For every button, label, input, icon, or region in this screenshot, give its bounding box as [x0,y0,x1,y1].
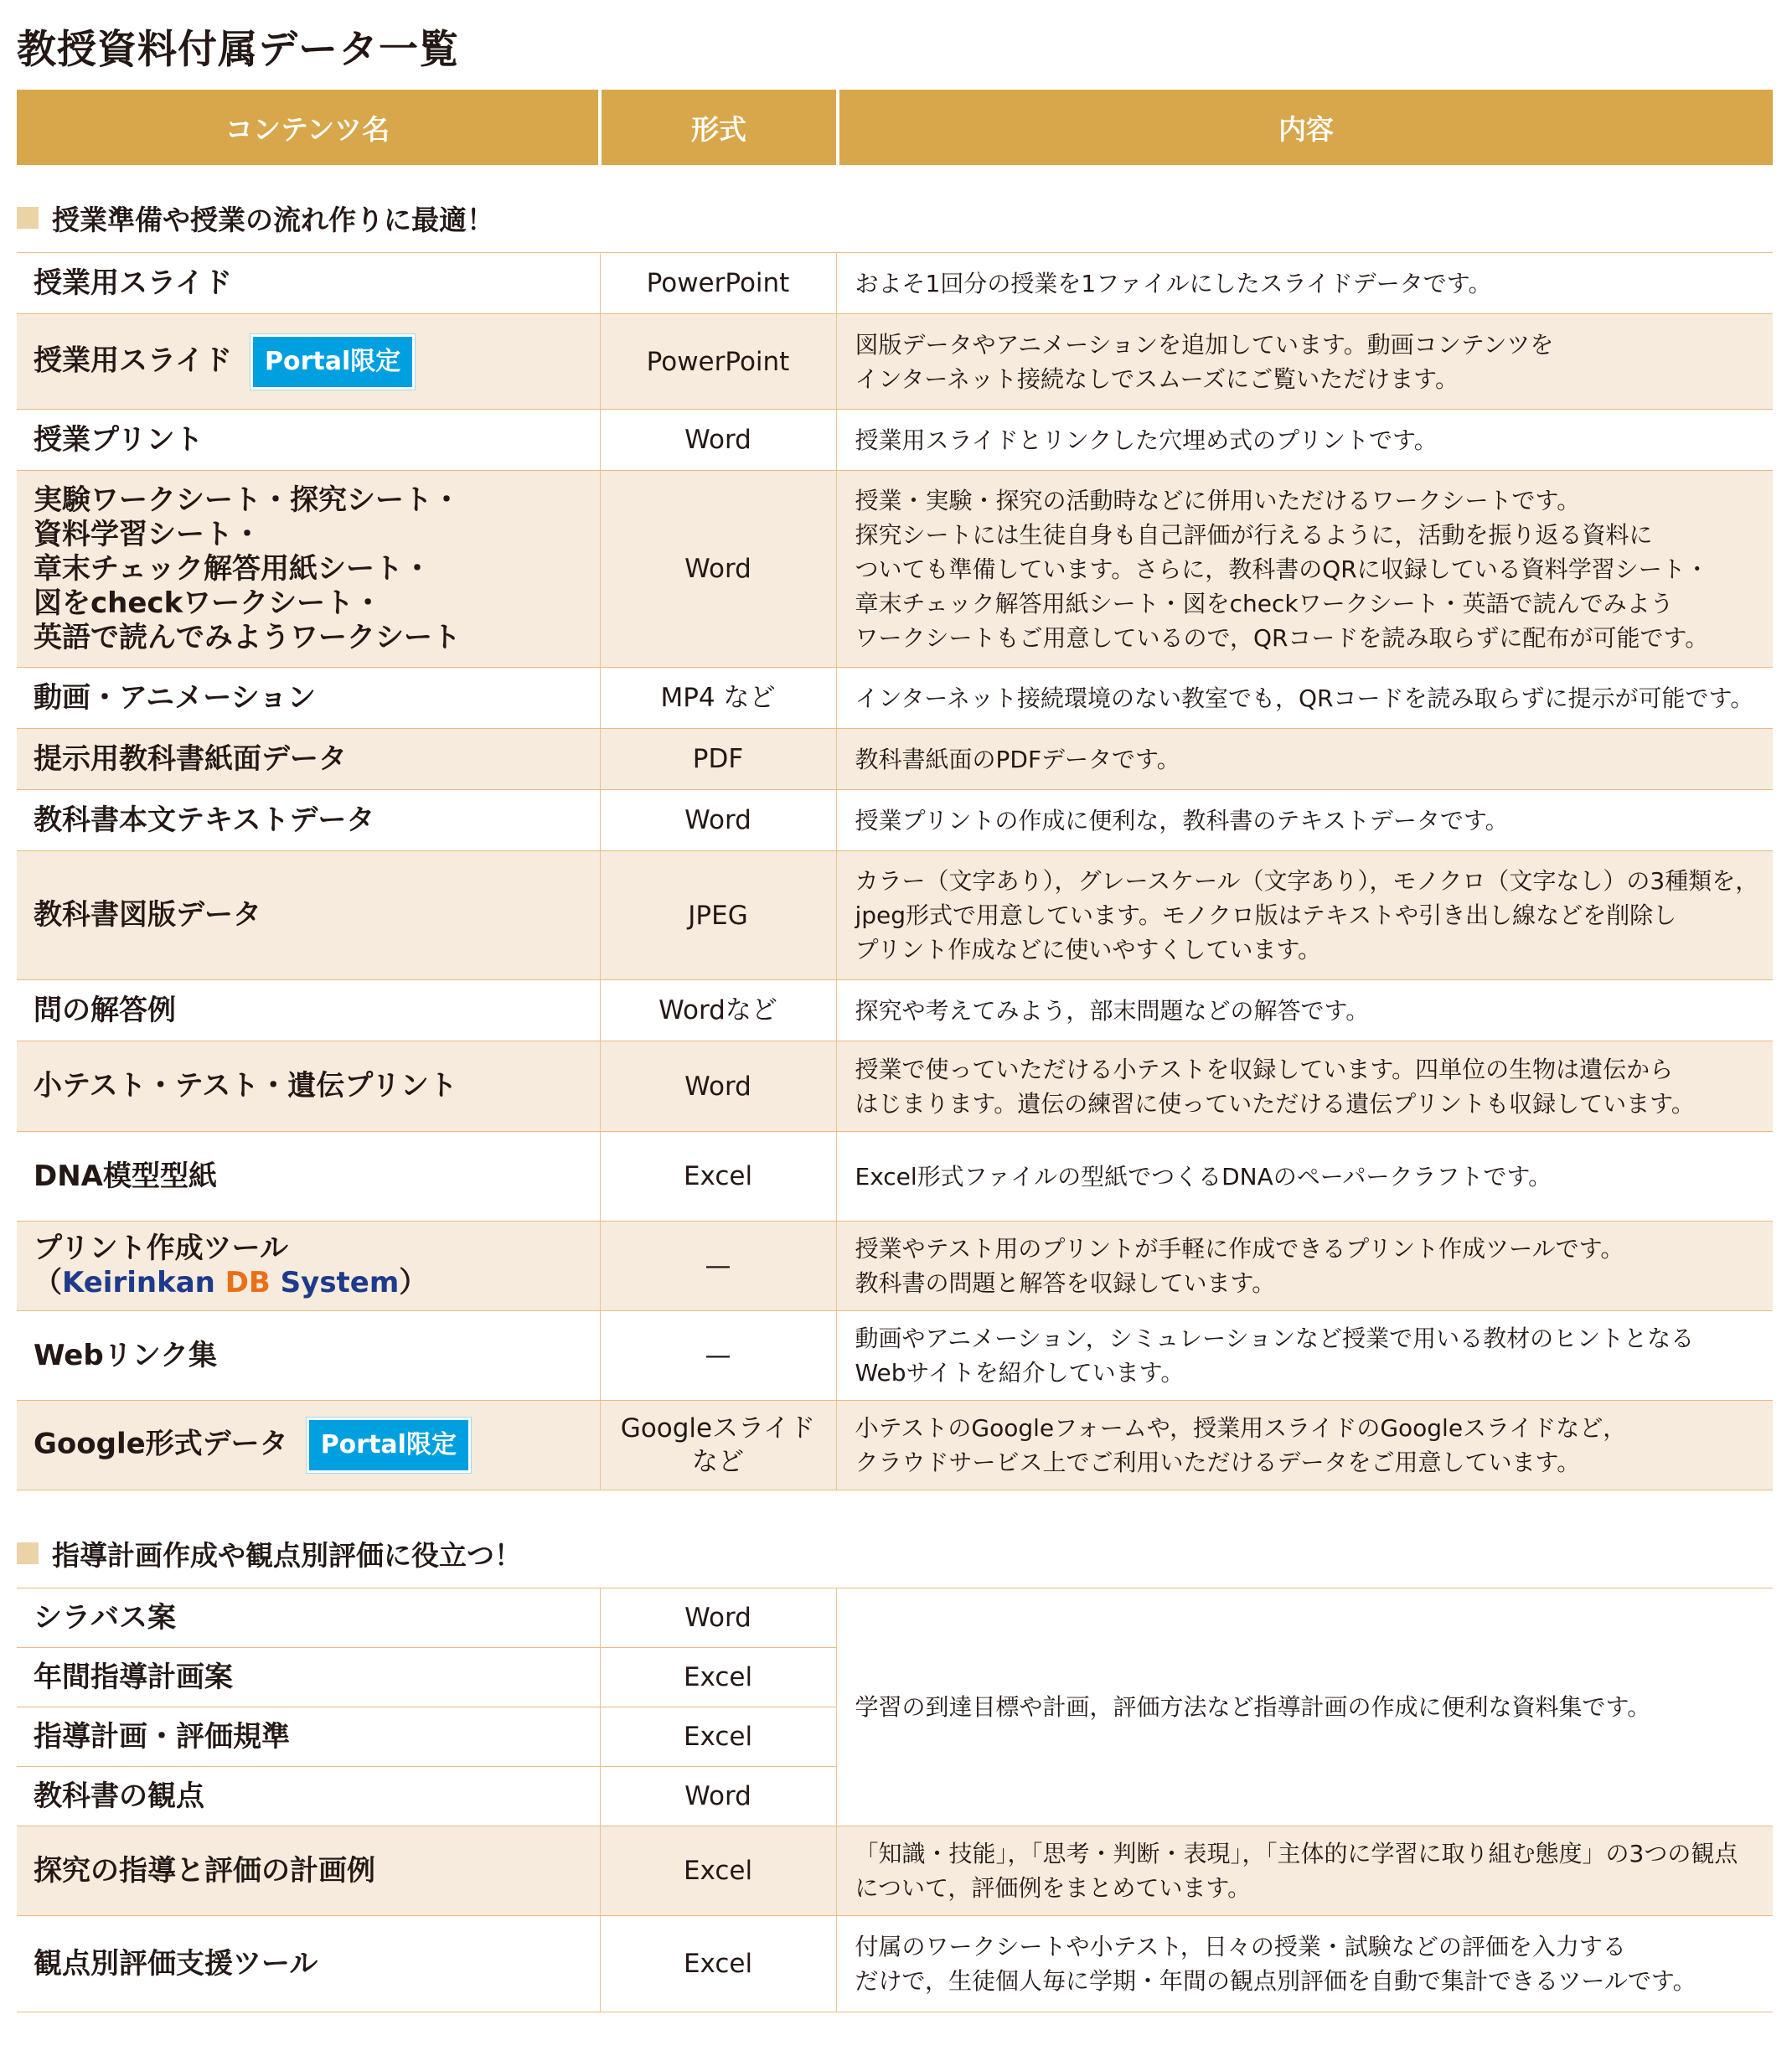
row-description [836,471,1773,668]
row-name [17,1707,600,1767]
table-row [17,314,1773,410]
section-marker [17,1542,39,1564]
text-line: クラウドサービス上でご利用いただけるデータをご用意しています。 [855,1449,1581,1476]
row-description: インターネット接続環境のない教室でも，QRコードを読み取らずに提示が可能です。 [836,668,1773,729]
table-row [17,790,1773,851]
text-line: 章末チェック解答用紙シート・図をcheckワークシート・英語で読んでみよう [855,589,1674,617]
row-format: Excel [600,1916,836,2012]
row-format: Word [600,410,836,471]
text-line: カラー（文字あり），グレースケール（文字あり），モノクロ（文字なし）の3種類を， [855,867,1759,895]
row-name [17,410,600,471]
row-format: PowerPoint [600,253,836,314]
text-line: だけで，生徒個人毎に学期・年間の観点別評価を自動で集計できるツールです。 [855,1967,1696,1995]
row-name-text: DNA模型型紙 [34,1159,217,1193]
row-name [17,1648,600,1707]
content-table-planning [17,1588,1773,2012]
content-table-lesson-prep [17,252,1773,1490]
table-row [17,471,1773,668]
row-name [17,253,600,314]
table-row [17,1588,1773,1648]
row-name [17,1916,600,2012]
section-heading-text: 指導計画作成や観点別評価に役立つ！ [52,1538,522,1572]
row-description: 探究や考えてみよう，部末問題などの解答です。 [836,980,1773,1041]
table-row [17,253,1773,314]
row-format: Word [600,790,836,851]
text-line: 小テストのGoogleフォームや，授業用スライドのGoogleスライドなど， [855,1414,1627,1442]
text-line: jpeg形式で用意しています。モノクロ版はテキストや引き出し線などを削除し [855,901,1677,929]
text-line: はじまります。遺伝の練習に使っていただける遺伝プリントも収録しています。 [855,1089,1695,1118]
header-content-name: コンテンツ名 [17,90,598,165]
section-marker [17,207,39,229]
row-description: およそ1回分の授業を1ファイルにしたスライドデータです。 [836,253,1773,314]
section-heading-planning [17,1528,522,1578]
row-name [17,1826,600,1916]
text-line: 動画やアニメーション，シミュレーションなど授業で用いる教材のヒントとなる [855,1325,1695,1352]
row-format: PDF [600,729,836,790]
row-name [17,790,600,851]
table-row [17,1222,1773,1311]
row-format: — [600,1222,836,1311]
row-name-text: 年間指導計画案 [34,1660,233,1694]
section-heading-lesson-prep [17,193,494,243]
row-name [17,471,600,668]
header-format: 形式 [602,90,836,165]
row-name-text: 教科書本文テキストデータ [34,803,375,837]
row-name [17,1041,600,1132]
row-name [17,1767,600,1826]
row-name-text: シラバス案 [34,1600,176,1635]
table-row [17,1132,1773,1222]
row-description [836,1041,1773,1132]
row-format: Word [600,1588,836,1648]
text-line: ついても準備しています。さらに，教科書のQRに収録している資料学習シート・ [855,555,1709,583]
row-name-text: 小テスト・テスト・遺伝プリント [34,1069,457,1103]
text-line: など [692,1447,744,1477]
row-name [17,1311,600,1401]
keirinkan-text: Keirinkan [62,1266,225,1299]
text-line: 英語で読んでみようワークシート [34,620,461,654]
row-name-text: 授業プリント [34,422,204,457]
row-description [836,1401,1773,1490]
row-name-text: Webリンク集 [34,1338,218,1372]
text-line: 実験ワークシート・探究シート・ [34,483,461,517]
row-name [17,668,600,729]
row-description: 授業プリントの作成に便利な，教科書のテキストデータです。 [836,790,1773,851]
text-line: プリント作成などに使いやすくしています。 [855,936,1322,963]
row-description: 学習の到達目標や計画，評価方法など指導計画の作成に便利な資料集です。 [836,1588,1773,1826]
table-row [17,1826,1773,1916]
text-line: 授業やテスト用のプリントが手軽に作成できるプリント作成ツールです。 [855,1235,1624,1263]
row-name [17,1588,600,1648]
paren-close: ） [399,1266,428,1299]
row-description: 教科書紙面のPDFデータです。 [836,729,1773,790]
row-format: Word [600,1767,836,1826]
text-line: 授業・実験・探究の活動時などに併用いただけるワークシートです。 [855,486,1581,514]
text-line: Webサイトを紹介しています。 [855,1359,1185,1387]
table-row [17,1916,1773,2012]
table-row [17,1311,1773,1401]
section-heading-text: 授業準備や授業の流れ作りに最適！ [52,203,494,236]
paren-open: （ [34,1266,62,1299]
row-name-text: 授業用スライド [34,344,232,377]
row-name-text: 教科書図版データ [34,898,261,932]
row-description: Excel形式ファイルの型紙でつくるDNAのペーパークラフトです。 [836,1132,1773,1222]
row-name [17,729,600,790]
row-name [17,1222,600,1311]
row-format: Excel [600,1132,836,1222]
table-row [17,729,1773,790]
row-name-text: Google形式データ [34,1427,288,1461]
row-description [836,1222,1773,1311]
row-description [836,1826,1773,1916]
text-line: 教科書の問題と解答を収録しています。 [855,1269,1276,1297]
row-description [836,851,1773,980]
row-format: Word [600,1041,836,1132]
row-format: MP4 など [600,668,836,729]
table-row [17,1041,1773,1132]
row-name-text: 提示用教科書紙面データ [34,741,347,776]
text-line: 資料学習シート・ [34,517,261,551]
text-line: ワークシートもご用意しているので，QRコードを読み取らずに配布が可能です。 [855,623,1709,652]
text-line: 図をcheckワークシート・ [34,586,383,620]
row-format: PowerPoint [600,314,836,410]
row-name-text: 探究の指導と評価の計画例 [34,1853,375,1888]
row-description [836,1916,1773,2012]
row-format: JPEG [600,851,836,980]
table-row [17,1401,1773,1490]
portal-only-badge: Portal限定 [250,334,415,390]
row-name [17,1401,600,1490]
text-line: 図版データやアニメーションを追加しています。動画コンテンツを [855,330,1554,359]
row-format: Excel [600,1648,836,1707]
row-name-text: 指導計画・評価規準 [34,1719,290,1754]
text-line: 章末チェック解答用紙シート・ [34,551,431,586]
keirinkan-db-system-label [34,1266,600,1300]
row-name-text: 教科書の観点 [34,1779,204,1813]
row-name-text: 授業用スライド [34,266,232,300]
row-format: — [600,1311,836,1401]
row-name-text: 動画・アニメーション [34,680,316,715]
system-text: System [270,1266,400,1299]
table-row [17,410,1773,471]
row-format [600,1401,836,1490]
text-line: 「知識・技能」，「思考・判断・表現」，「主体的に学習に取り組む態度」の3つの観点 [855,1840,1738,1867]
text-line: 探究シートには生徒自身も自己評価が行えるように，活動を振り返る資料に [855,520,1653,549]
table-row [17,668,1773,729]
table-row [17,980,1773,1041]
text-line: Googleスライド [620,1413,816,1444]
row-name [17,851,600,980]
row-name-text: プリント作成ツール [34,1232,288,1265]
portal-only-badge: Portal限定 [307,1418,471,1473]
row-name [17,314,600,410]
row-description: 授業用スライドとリンクした穴埋め式のプリントです。 [836,410,1773,471]
header-description: 内容 [839,90,1773,165]
text-line: 授業で使っていただける小テストを収録しています。四単位の生物は遺伝から [855,1055,1674,1083]
row-name [17,1132,600,1222]
text-line: について，評価例をまとめています。 [855,1874,1252,1902]
row-description [836,314,1773,410]
db-text: DB [225,1266,271,1299]
row-format: Excel [600,1826,836,1916]
text-line: 付属のワークシートや小テスト，日々の授業・試験などの評価を入力する [855,1933,1626,1960]
table-header [17,90,1773,165]
page-title: 教授資料付属データ一覧 [17,27,459,73]
table-row [17,851,1773,980]
row-name-text: 問の解答例 [34,993,176,1027]
row-format: Wordなど [600,980,836,1041]
row-name-text: 観点別評価支援ツール [34,1946,318,1981]
row-format: Excel [600,1707,836,1767]
text-line: インターネット接続なしでスムーズにご覧いただけます。 [855,364,1459,393]
row-description [836,1311,1773,1401]
row-format: Word [600,471,836,668]
row-name [17,980,600,1041]
